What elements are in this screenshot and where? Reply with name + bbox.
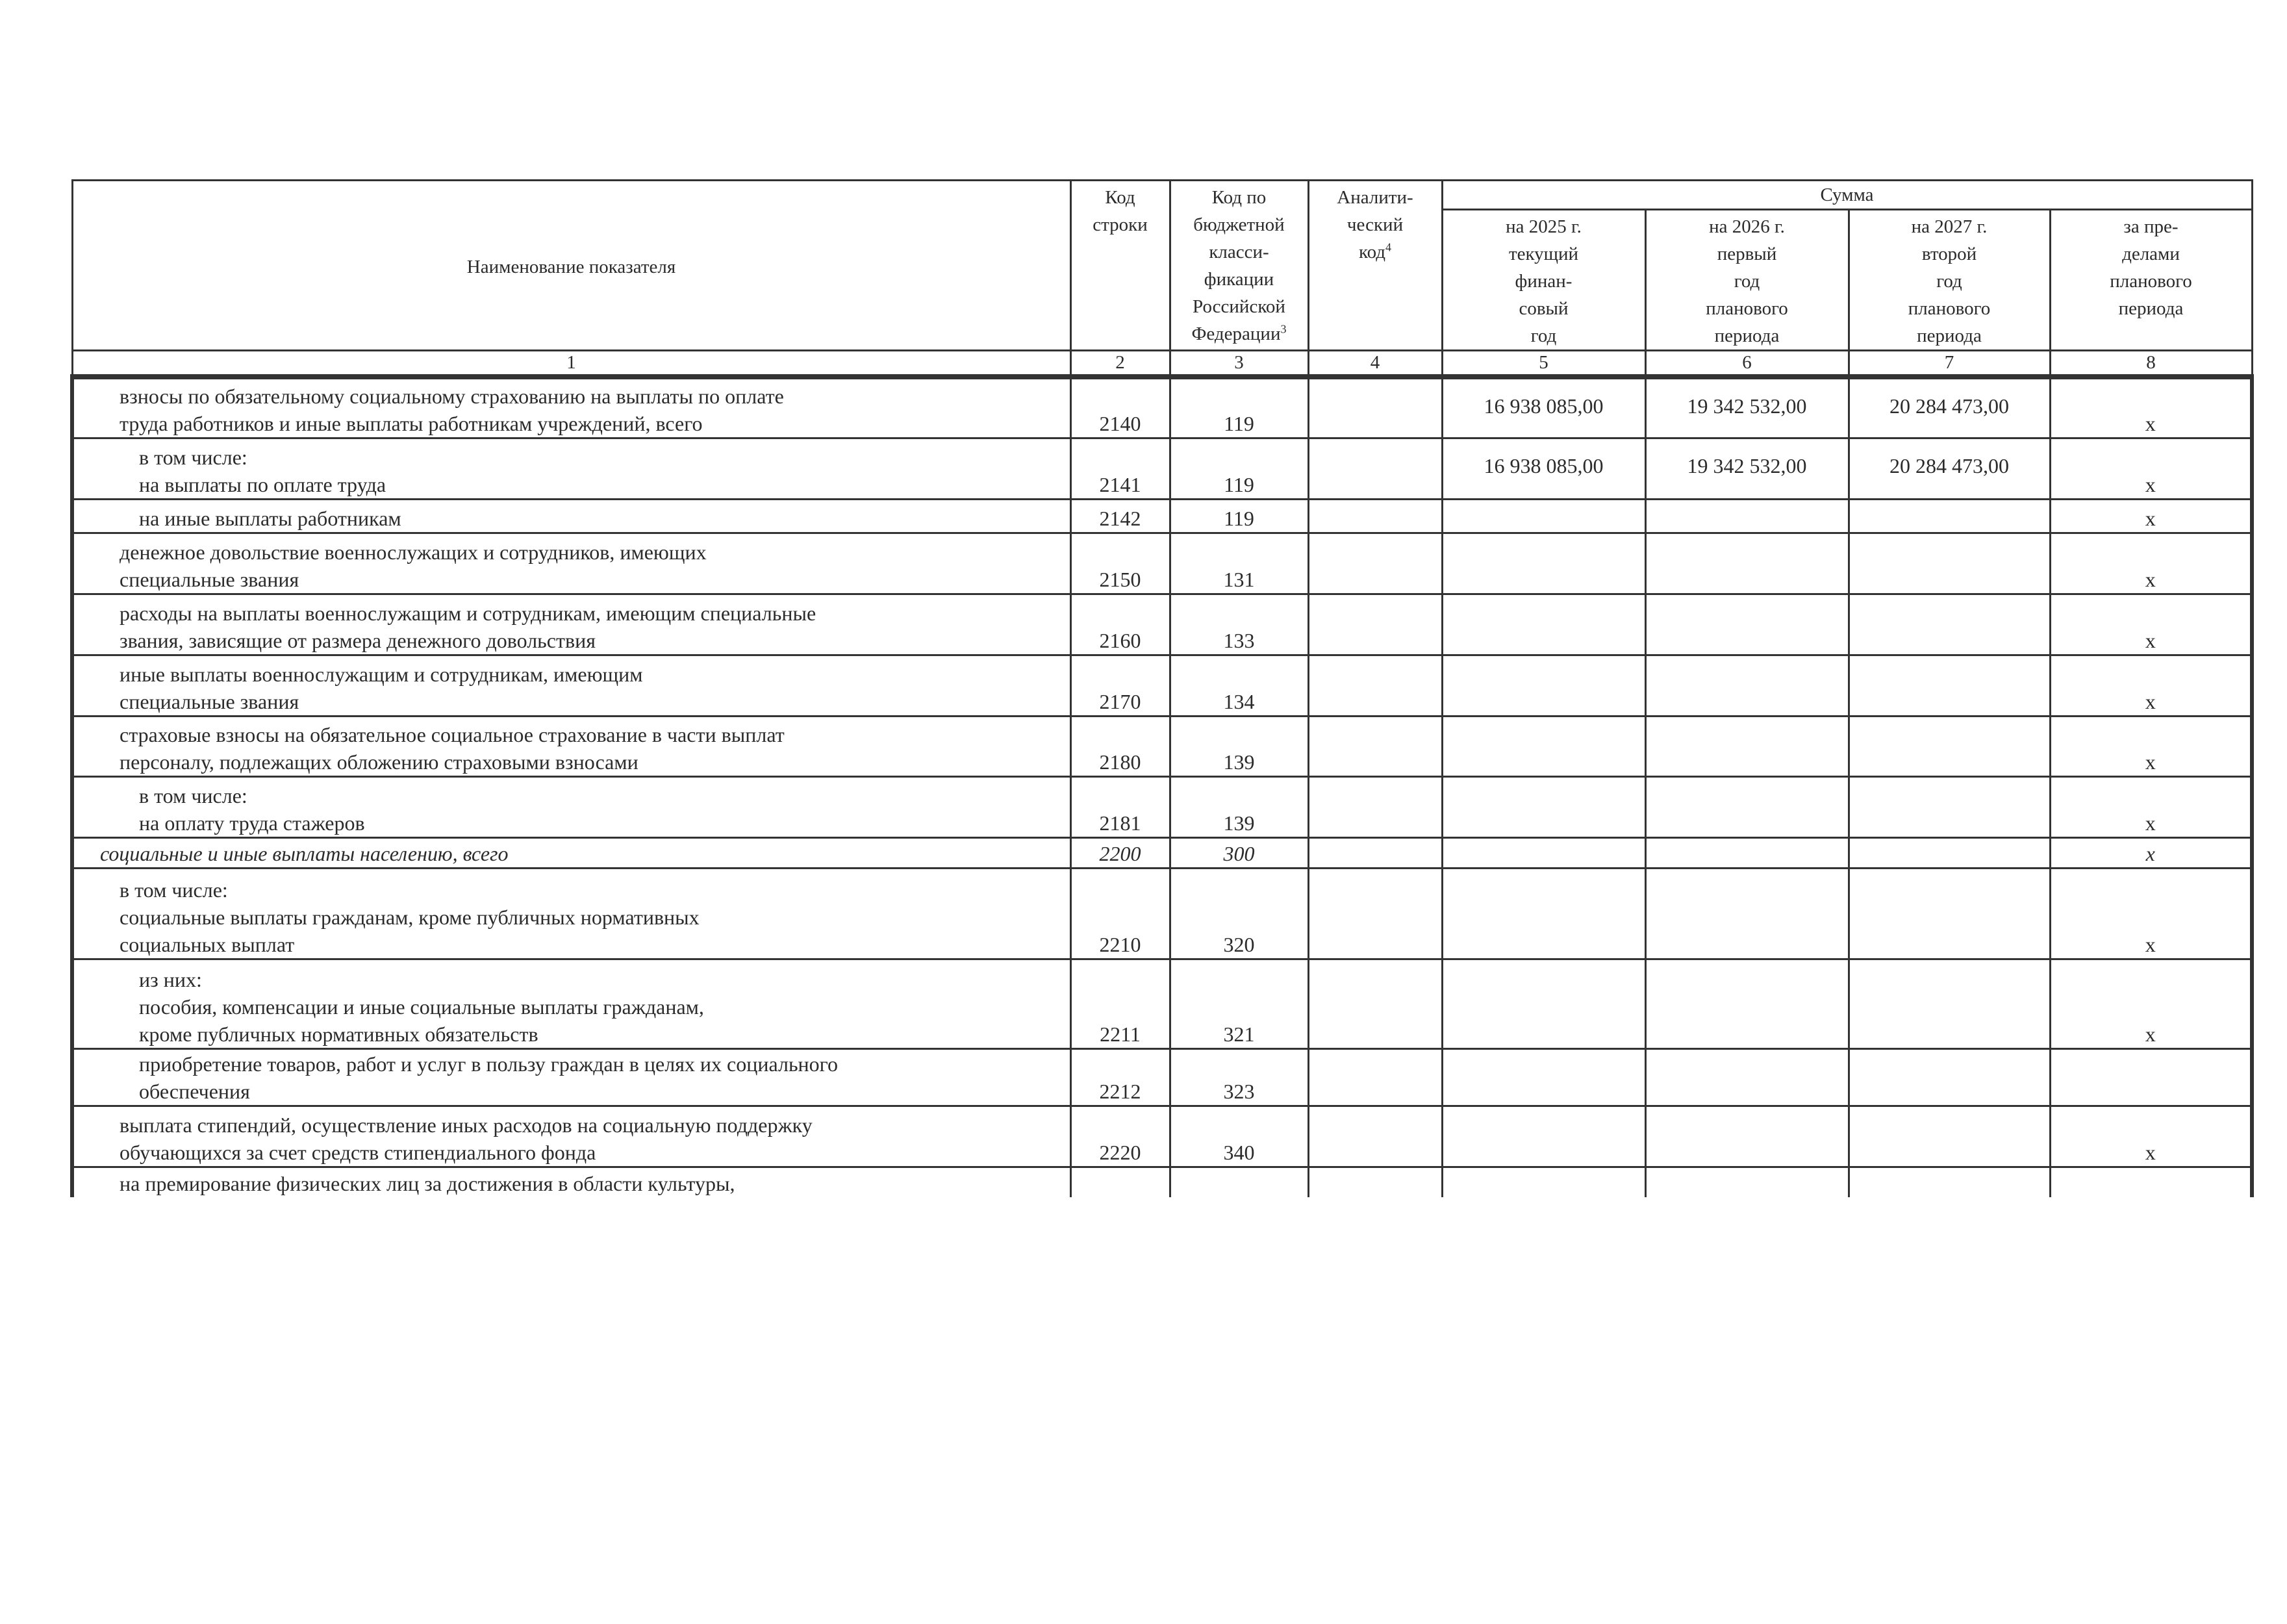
footnote-3: 3 — [1280, 322, 1287, 336]
row-sum-2025 — [1442, 1106, 1645, 1167]
row-kbk: 323 — [1170, 1049, 1308, 1106]
row-sum-2027 — [1849, 717, 2050, 777]
row-code: 2211 — [1070, 959, 1170, 1049]
row-analytic — [1308, 869, 1442, 959]
row-sum-2026 — [1645, 717, 1849, 777]
row-sum-2027 — [1849, 869, 2050, 959]
row-code: 2180 — [1070, 717, 1170, 777]
row-sum-2027 — [1849, 959, 2050, 1049]
row-kbk: 321 — [1170, 959, 1308, 1049]
header-sum-beyond: за пре- делами планового периода — [2050, 210, 2252, 351]
row-kbk: 119 — [1170, 377, 1308, 438]
row-sum-2027 — [1849, 838, 2050, 869]
row-kbk: 119 — [1170, 500, 1308, 533]
row-name: иные выплаты военнослужащим и сотрудникам, имеющим специальные звания — [72, 655, 1070, 717]
row-sum-beyond: x — [2050, 777, 2252, 838]
row-sum-beyond: x — [2050, 1106, 2252, 1167]
row-kbk: 139 — [1170, 777, 1308, 838]
row-kbk: 134 — [1170, 655, 1308, 717]
row-sum-2026 — [1645, 1049, 1849, 1106]
row-code: 2181 — [1070, 777, 1170, 838]
col-number: 1 — [72, 351, 1070, 377]
row-kbk: 340 — [1170, 1106, 1308, 1167]
row-code: 2142 — [1070, 500, 1170, 533]
table-row — [72, 1106, 2252, 1167]
row-code: 2220 — [1070, 1106, 1170, 1167]
col-number: 6 — [1645, 351, 1849, 377]
footnote-4: 4 — [1385, 240, 1392, 254]
row-analytic — [1308, 777, 1442, 838]
table-row — [72, 655, 2252, 717]
row-sum-2025 — [1442, 500, 1645, 533]
row-name: на премирование физических лиц за достижения в области культуры, — [72, 1167, 1070, 1197]
row-sum-beyond: x — [2050, 959, 2252, 1049]
row-sum-2027: 20 284 473,00 — [1849, 377, 2050, 438]
table-row — [72, 1049, 2252, 1106]
row-analytic — [1308, 655, 1442, 717]
row-name: в том числе: на оплату труда стажеров — [72, 777, 1070, 838]
row-sum-2025 — [1442, 869, 1645, 959]
row-analytic — [1308, 1106, 1442, 1167]
row-name: из них: пособия, компенсации и иные социальные выплаты гражданам, кроме публичных нормативных обязательств — [72, 959, 1070, 1049]
row-kbk: 139 — [1170, 717, 1308, 777]
row-sum-2025: 16 938 085,00 — [1442, 438, 1645, 500]
row-analytic — [1308, 1049, 1442, 1106]
row-sum-2026 — [1645, 655, 1849, 717]
row-analytic — [1308, 594, 1442, 655]
row-name: страховые взносы на обязательное социальное страхование в части выплат персоналу, подлежащих обложению страховыми взносами — [72, 717, 1070, 777]
row-sum-2026 — [1645, 1106, 1849, 1167]
row-name: выплата стипендий, осуществление иных расходов на социальную поддержку обучающихся за счет средств стипендиального фонда — [72, 1106, 1070, 1167]
row-sum-2025 — [1442, 594, 1645, 655]
row-sum-2026 — [1645, 594, 1849, 655]
financial-plan-table — [70, 179, 2254, 1197]
row-sum-2025: 16 938 085,00 — [1442, 377, 1645, 438]
row-sum-2025 — [1442, 717, 1645, 777]
row-name: социальные и иные выплаты населению, всего — [72, 838, 1070, 869]
row-code: 2140 — [1070, 377, 1170, 438]
row-analytic — [1308, 438, 1442, 500]
row-sum-2025 — [1442, 1167, 1645, 1197]
row-code: 2160 — [1070, 594, 1170, 655]
row-sum-2027 — [1849, 500, 2050, 533]
row-sum-2026 — [1645, 1167, 1849, 1197]
row-code — [1070, 1167, 1170, 1197]
header-sum-2025: на 2025 г. текущий финан- совый год — [1442, 210, 1645, 351]
row-sum-2026 — [1645, 777, 1849, 838]
row-sum-2026 — [1645, 533, 1849, 594]
header-budget-classification: Код по бюджетной класси- фикации Российской Федерации$^3$ — [1170, 181, 1308, 351]
row-name: в том числе: социальные выплаты гражданам, кроме публичных нормативных социальных выплат — [72, 869, 1070, 959]
row-kbk: 119 — [1170, 438, 1308, 500]
row-name: денежное довольствие военнослужащих и сотрудников, имеющих специальные звания — [72, 533, 1070, 594]
table-row — [72, 838, 2252, 869]
header-sum-2026: на 2026 г. первый год планового периода — [1645, 210, 1849, 351]
table-row — [72, 869, 2252, 959]
col-number: 7 — [1849, 351, 2050, 377]
row-sum-2026: 19 342 532,00 — [1645, 438, 1849, 500]
row-sum-beyond — [2050, 1167, 2252, 1197]
row-sum-beyond: x — [2050, 500, 2252, 533]
row-sum-2025 — [1442, 838, 1645, 869]
row-sum-2026: 19 342 532,00 — [1645, 377, 1849, 438]
row-code: 2170 — [1070, 655, 1170, 717]
row-sum-2026 — [1645, 838, 1849, 869]
row-sum-2027 — [1849, 1106, 2050, 1167]
row-kbk: 320 — [1170, 869, 1308, 959]
col-number: 3 — [1170, 351, 1308, 377]
col-number: 4 — [1308, 351, 1442, 377]
row-sum-2027 — [1849, 655, 2050, 717]
row-analytic — [1308, 1167, 1442, 1197]
table-row — [72, 377, 2252, 438]
row-sum-2027 — [1849, 1167, 2050, 1197]
header-indicator-name: Наименование показателя — [72, 181, 1070, 351]
row-sum-beyond: x — [2050, 438, 2252, 500]
row-sum-beyond: x — [2050, 717, 2252, 777]
row-name: на иные выплаты работникам — [72, 500, 1070, 533]
row-name: приобретение товаров, работ и услуг в пользу граждан в целях их социального обеспечения — [72, 1049, 1070, 1106]
row-code: 2150 — [1070, 533, 1170, 594]
row-analytic — [1308, 377, 1442, 438]
header-sum-2027: на 2027 г. второй год планового периода — [1849, 210, 2050, 351]
col-number: 2 — [1070, 351, 1170, 377]
col-number: 5 — [1442, 351, 1645, 377]
row-sum-2027 — [1849, 594, 2050, 655]
row-name: расходы на выплаты военнослужащим и сотрудникам, имеющим специальные звания, зависящие от размера денежного довольствия — [72, 594, 1070, 655]
col-number: 8 — [2050, 351, 2252, 377]
row-kbk: 300 — [1170, 838, 1308, 869]
table-row — [72, 1167, 2252, 1197]
column-number-row — [72, 351, 2252, 377]
row-sum-2025 — [1442, 959, 1645, 1049]
header-sum: Сумма — [1442, 181, 2252, 210]
row-analytic — [1308, 500, 1442, 533]
row-kbk — [1170, 1167, 1308, 1197]
row-sum-beyond: x — [2050, 594, 2252, 655]
row-sum-beyond: x — [2050, 377, 2252, 438]
row-sum-2025 — [1442, 777, 1645, 838]
row-code: 2200 — [1070, 838, 1170, 869]
row-sum-2025 — [1442, 1049, 1645, 1106]
table-row — [72, 500, 2252, 533]
table-row — [72, 438, 2252, 500]
row-code: 2141 — [1070, 438, 1170, 500]
row-name: взносы по обязательному социальному страхованию на выплаты по оплате труда работников и иные выплаты работникам учреждений, всего — [72, 377, 1070, 438]
row-sum-2027 — [1849, 533, 2050, 594]
table-row — [72, 777, 2252, 838]
row-code: 2210 — [1070, 869, 1170, 959]
row-sum-beyond: x — [2050, 869, 2252, 959]
row-analytic — [1308, 838, 1442, 869]
row-sum-2026 — [1645, 959, 1849, 1049]
row-analytic — [1308, 717, 1442, 777]
row-kbk: 133 — [1170, 594, 1308, 655]
table-row — [72, 717, 2252, 777]
row-sum-beyond: x — [2050, 655, 2252, 717]
header-analytic-code: Аналити- ческий код$^4$ — [1308, 181, 1442, 351]
row-sum-beyond: x — [2050, 838, 2252, 869]
row-sum-2026 — [1645, 869, 1849, 959]
row-code: 2212 — [1070, 1049, 1170, 1106]
row-analytic — [1308, 533, 1442, 594]
row-sum-2026 — [1645, 500, 1849, 533]
header-row-code: Код строки — [1070, 181, 1170, 351]
row-sum-2025 — [1442, 655, 1645, 717]
row-sum-2025 — [1442, 533, 1645, 594]
row-sum-2027 — [1849, 777, 2050, 838]
table-row — [72, 959, 2252, 1049]
row-sum-2027: 20 284 473,00 — [1849, 438, 2050, 500]
row-sum-beyond — [2050, 1049, 2252, 1106]
table-row — [72, 594, 2252, 655]
table-row — [72, 533, 2252, 594]
row-name: в том числе: на выплаты по оплате труда — [72, 438, 1070, 500]
row-kbk: 131 — [1170, 533, 1308, 594]
row-sum-2027 — [1849, 1049, 2050, 1106]
row-analytic — [1308, 959, 1442, 1049]
row-sum-beyond: x — [2050, 533, 2252, 594]
